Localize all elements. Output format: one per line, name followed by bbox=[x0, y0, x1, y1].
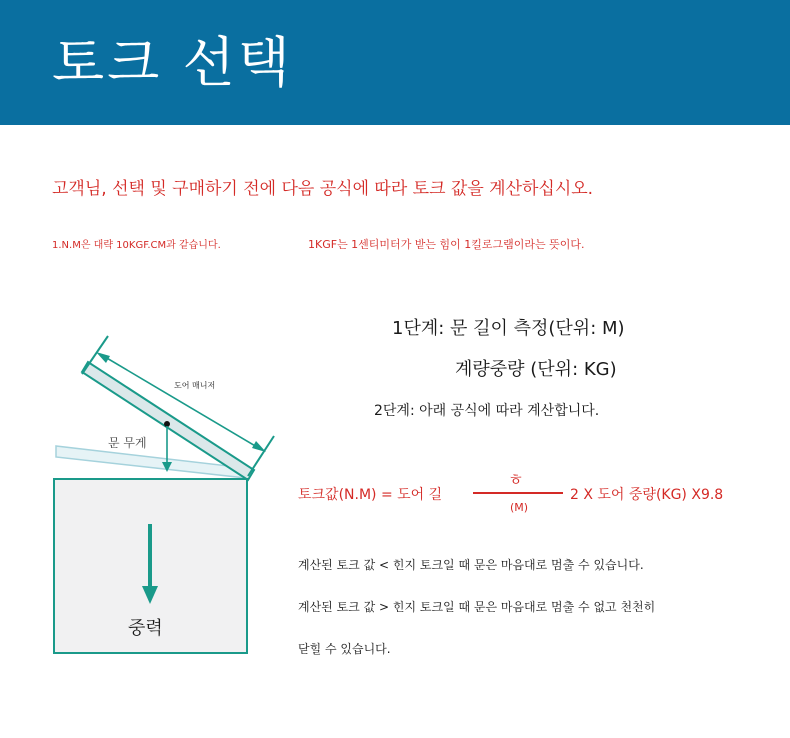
formula-denominator: (M) bbox=[510, 501, 529, 514]
gravity-label: 중력 bbox=[128, 618, 163, 639]
door-weight-label: 문 무게 bbox=[108, 436, 147, 450]
dimension-tick-right bbox=[248, 436, 274, 476]
condition-slow-close: 계산된 토크 값 > 힌지 토크일 때 문은 마음대로 멈출 수 없고 천천히 bbox=[298, 600, 656, 614]
dimension-arrowhead-left bbox=[96, 352, 110, 363]
page-title: 토크 선택 bbox=[52, 31, 293, 94]
formula-numerator: ㅎ bbox=[508, 470, 524, 489]
weighing-text: 계량중량 (단위: KG) bbox=[455, 359, 617, 380]
door-manager-label: 도어 매니저 bbox=[174, 381, 216, 390]
intro-text: 고객님, 선택 및 구매하기 전에 다음 공식에 따라 토크 값을 계산하십시오. bbox=[52, 179, 594, 199]
dimension-arrowhead-right bbox=[252, 441, 266, 452]
step2-text: 2단계: 아래 공식에 따라 계산합니다. bbox=[374, 403, 600, 419]
nm-conversion-note: 1.N.M은 대략 10KGF.CM과 같습니다. bbox=[52, 240, 221, 251]
formula-left: 토크값(N.M) = 도어 길 bbox=[298, 487, 443, 503]
formula-right: 2 X 도어 중량(KG) X9.8 bbox=[570, 487, 724, 503]
fraction-bar bbox=[473, 492, 563, 494]
kgf-definition-note: 1KGF는 1센티미터가 받는 힘이 1킬로그램이라는 뜻이다. bbox=[308, 238, 585, 251]
step1-text: 1단계: 문 길이 측정(단위: M) bbox=[392, 318, 625, 339]
condition-slow-close-cont: 닫힐 수 있습니다. bbox=[298, 642, 391, 656]
condition-stop-freely: 계산된 토크 값 < 힌지 토크일 때 문은 마음대로 멈출 수 있습니다. bbox=[298, 558, 644, 572]
